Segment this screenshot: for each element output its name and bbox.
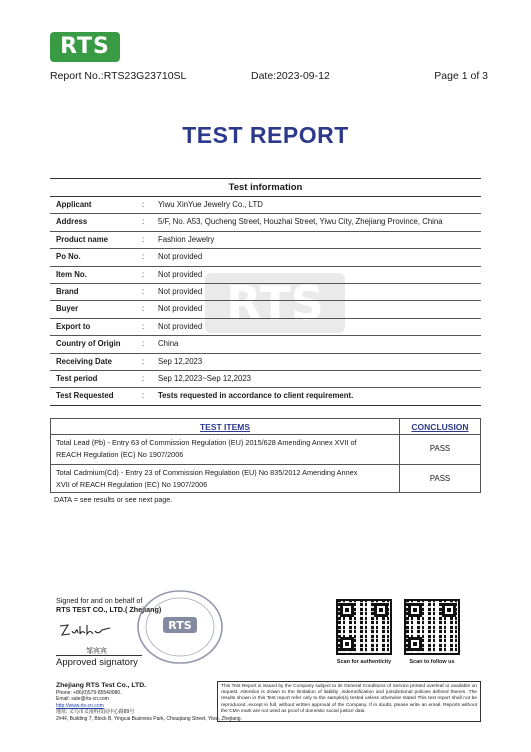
info-row-export-to bbox=[50, 319, 481, 336]
info-value: Not provided bbox=[158, 269, 203, 279]
info-row-product-name bbox=[50, 232, 481, 249]
approved-signatory-label: Approved signatory bbox=[56, 657, 138, 668]
info-label: Country of Origin bbox=[56, 339, 121, 349]
info-value: Not provided bbox=[158, 304, 203, 314]
info-row-po-no bbox=[50, 249, 481, 266]
test-item-line: REACH Regulation (EC) No 1907/2006 bbox=[56, 450, 184, 459]
legal-disclaimer: This Test Report is issued by the Company subject to its General Conditions of Service printed overleaf or available on request. Attention is drawn to the limitation of liability ,indemnification and jurisdictional policies defined therein .The results shown in this Test report refer only to the sample(s) tested unless otherwise stated This test report shall not be reproduced ,except in full, without written approval of the Company. If in doubt, please write an email. Reports without the CMA mark are not used as proof of domestic social justice data bbox=[217, 681, 481, 722]
test-results-table bbox=[50, 418, 481, 493]
table-row bbox=[51, 435, 480, 464]
info-label: Po No. bbox=[56, 252, 81, 262]
info-value: Sep 12,2023~Sep 12,2023 bbox=[158, 373, 251, 383]
info-value: Not provided bbox=[158, 286, 203, 296]
info-row-receiving-date bbox=[50, 354, 481, 371]
follow-qr-caption: Scan to follow us bbox=[409, 659, 455, 665]
info-row-test-requested bbox=[50, 388, 481, 405]
conclusion-cell: PASS bbox=[429, 444, 451, 453]
info-row-test-period bbox=[50, 371, 481, 388]
company-address-cn: 地址: 义乌市义南科技园中心路89号 bbox=[56, 709, 135, 716]
colon: : bbox=[142, 356, 145, 366]
info-label: Test period bbox=[56, 373, 98, 383]
test-item-line: XVII of REACH Regulation (EC) No 1907/2006 bbox=[56, 479, 208, 489]
company-phone: Phone: +86(0)579-85540080. bbox=[56, 690, 122, 696]
company-website-link[interactable]: http://www.rts-cn.com bbox=[56, 702, 104, 709]
company-email[interactable]: Email: sale@rts-cn.com bbox=[56, 696, 109, 703]
signed-for-text: Signed for and on behalf of bbox=[56, 596, 143, 605]
info-row-address bbox=[50, 214, 481, 231]
test-information-heading: Test information bbox=[50, 178, 481, 197]
colon: : bbox=[142, 269, 145, 279]
colon: : bbox=[142, 339, 145, 349]
conclusion-header bbox=[400, 419, 480, 434]
info-label: Brand bbox=[56, 286, 79, 296]
info-value: Fashion Jewelry bbox=[158, 234, 215, 244]
info-label: Test Requested bbox=[56, 391, 114, 401]
company-name: Zhejiang RTS Test Co., LTD. bbox=[56, 682, 146, 689]
colon: : bbox=[142, 217, 145, 227]
info-value: Yiwu XinYue Jewelry Co., LTD bbox=[158, 200, 263, 209]
colon: : bbox=[142, 200, 145, 209]
test-items-header bbox=[51, 419, 400, 434]
table-row bbox=[51, 464, 480, 493]
results-header bbox=[51, 419, 480, 435]
company-seal-stamp bbox=[135, 587, 225, 667]
rts-logo: RTS bbox=[50, 32, 120, 62]
colon: : bbox=[142, 286, 145, 296]
handwritten-signature bbox=[58, 622, 112, 638]
info-value: Sep 12,2023 bbox=[158, 356, 203, 366]
colon: : bbox=[142, 234, 145, 244]
info-label: Applicant bbox=[56, 200, 92, 209]
info-label: Receiving Date bbox=[56, 356, 112, 366]
rts-watermark: RTS bbox=[205, 273, 345, 333]
test-item-line: Total Cadmium(Cd) - Entry 23 of Commission Regulation (EU) No 835/2012 Amending Annex bbox=[56, 467, 358, 477]
test-information-table bbox=[50, 178, 481, 406]
test-item-cell bbox=[51, 435, 400, 464]
info-row-country-of-origin bbox=[50, 336, 481, 353]
colon: : bbox=[142, 252, 145, 262]
company-address-en: 2#4F, Building 7, Block B, Yingcai Business Park, Chouqiang Street, Yiwu, Zhejiang. bbox=[56, 715, 242, 722]
report-date: Date:2023-09-12 bbox=[251, 70, 330, 82]
colon: : bbox=[142, 373, 145, 383]
info-row-applicant bbox=[50, 197, 481, 214]
info-label: Item No. bbox=[56, 269, 87, 279]
authenticity-qr-caption: Scan for authenticity bbox=[336, 659, 392, 665]
follow-qr-code[interactable] bbox=[404, 599, 460, 655]
company-contact bbox=[56, 681, 242, 722]
conclusion-cell: PASS bbox=[429, 473, 451, 483]
info-value: Not provided bbox=[158, 252, 203, 262]
info-row-buyer bbox=[50, 301, 481, 318]
data-note: DATA = see results or see next page. bbox=[54, 495, 173, 504]
info-value: 5/F, No. A53, Qucheng Street, Houzhai Street, Yiwu City, Zhejiang Province, China bbox=[158, 217, 443, 227]
info-label: Address bbox=[56, 217, 88, 227]
colon: : bbox=[142, 321, 145, 331]
info-value: Not provided bbox=[158, 321, 203, 331]
test-item-cell bbox=[51, 465, 400, 493]
info-label: Export to bbox=[56, 321, 91, 331]
svg-text:RTS: RTS bbox=[168, 619, 192, 632]
signatory-name: 邹宾宾 bbox=[86, 648, 107, 655]
test-item-line: Total Lead (Pb) - Entry 63 of Commission Regulation (EU) 2015/628 Amending Annex XVII of bbox=[56, 438, 357, 447]
page-title: TEST REPORT bbox=[182, 122, 349, 148]
info-label: Product name bbox=[56, 234, 108, 244]
test-items-label: TEST ITEMS bbox=[199, 422, 251, 432]
info-row-brand bbox=[50, 284, 481, 301]
colon: : bbox=[142, 391, 145, 401]
conclusion-label: CONCLUSION bbox=[411, 422, 469, 432]
info-value: Tests requested in accordance to client requirement. bbox=[158, 391, 354, 401]
signing-company: RTS TEST CO., LTD.( Zhejiang) bbox=[56, 605, 162, 614]
report-number: Report No.:RTS23G23710SL bbox=[50, 70, 187, 82]
report-header bbox=[50, 70, 488, 84]
authenticity-qr-code[interactable] bbox=[336, 599, 392, 655]
info-row-item-no bbox=[50, 267, 481, 284]
page-number: Page 1 of 3 bbox=[434, 70, 488, 82]
info-label: Buyer bbox=[56, 304, 79, 314]
info-value: China bbox=[158, 339, 179, 349]
colon: : bbox=[142, 304, 145, 314]
